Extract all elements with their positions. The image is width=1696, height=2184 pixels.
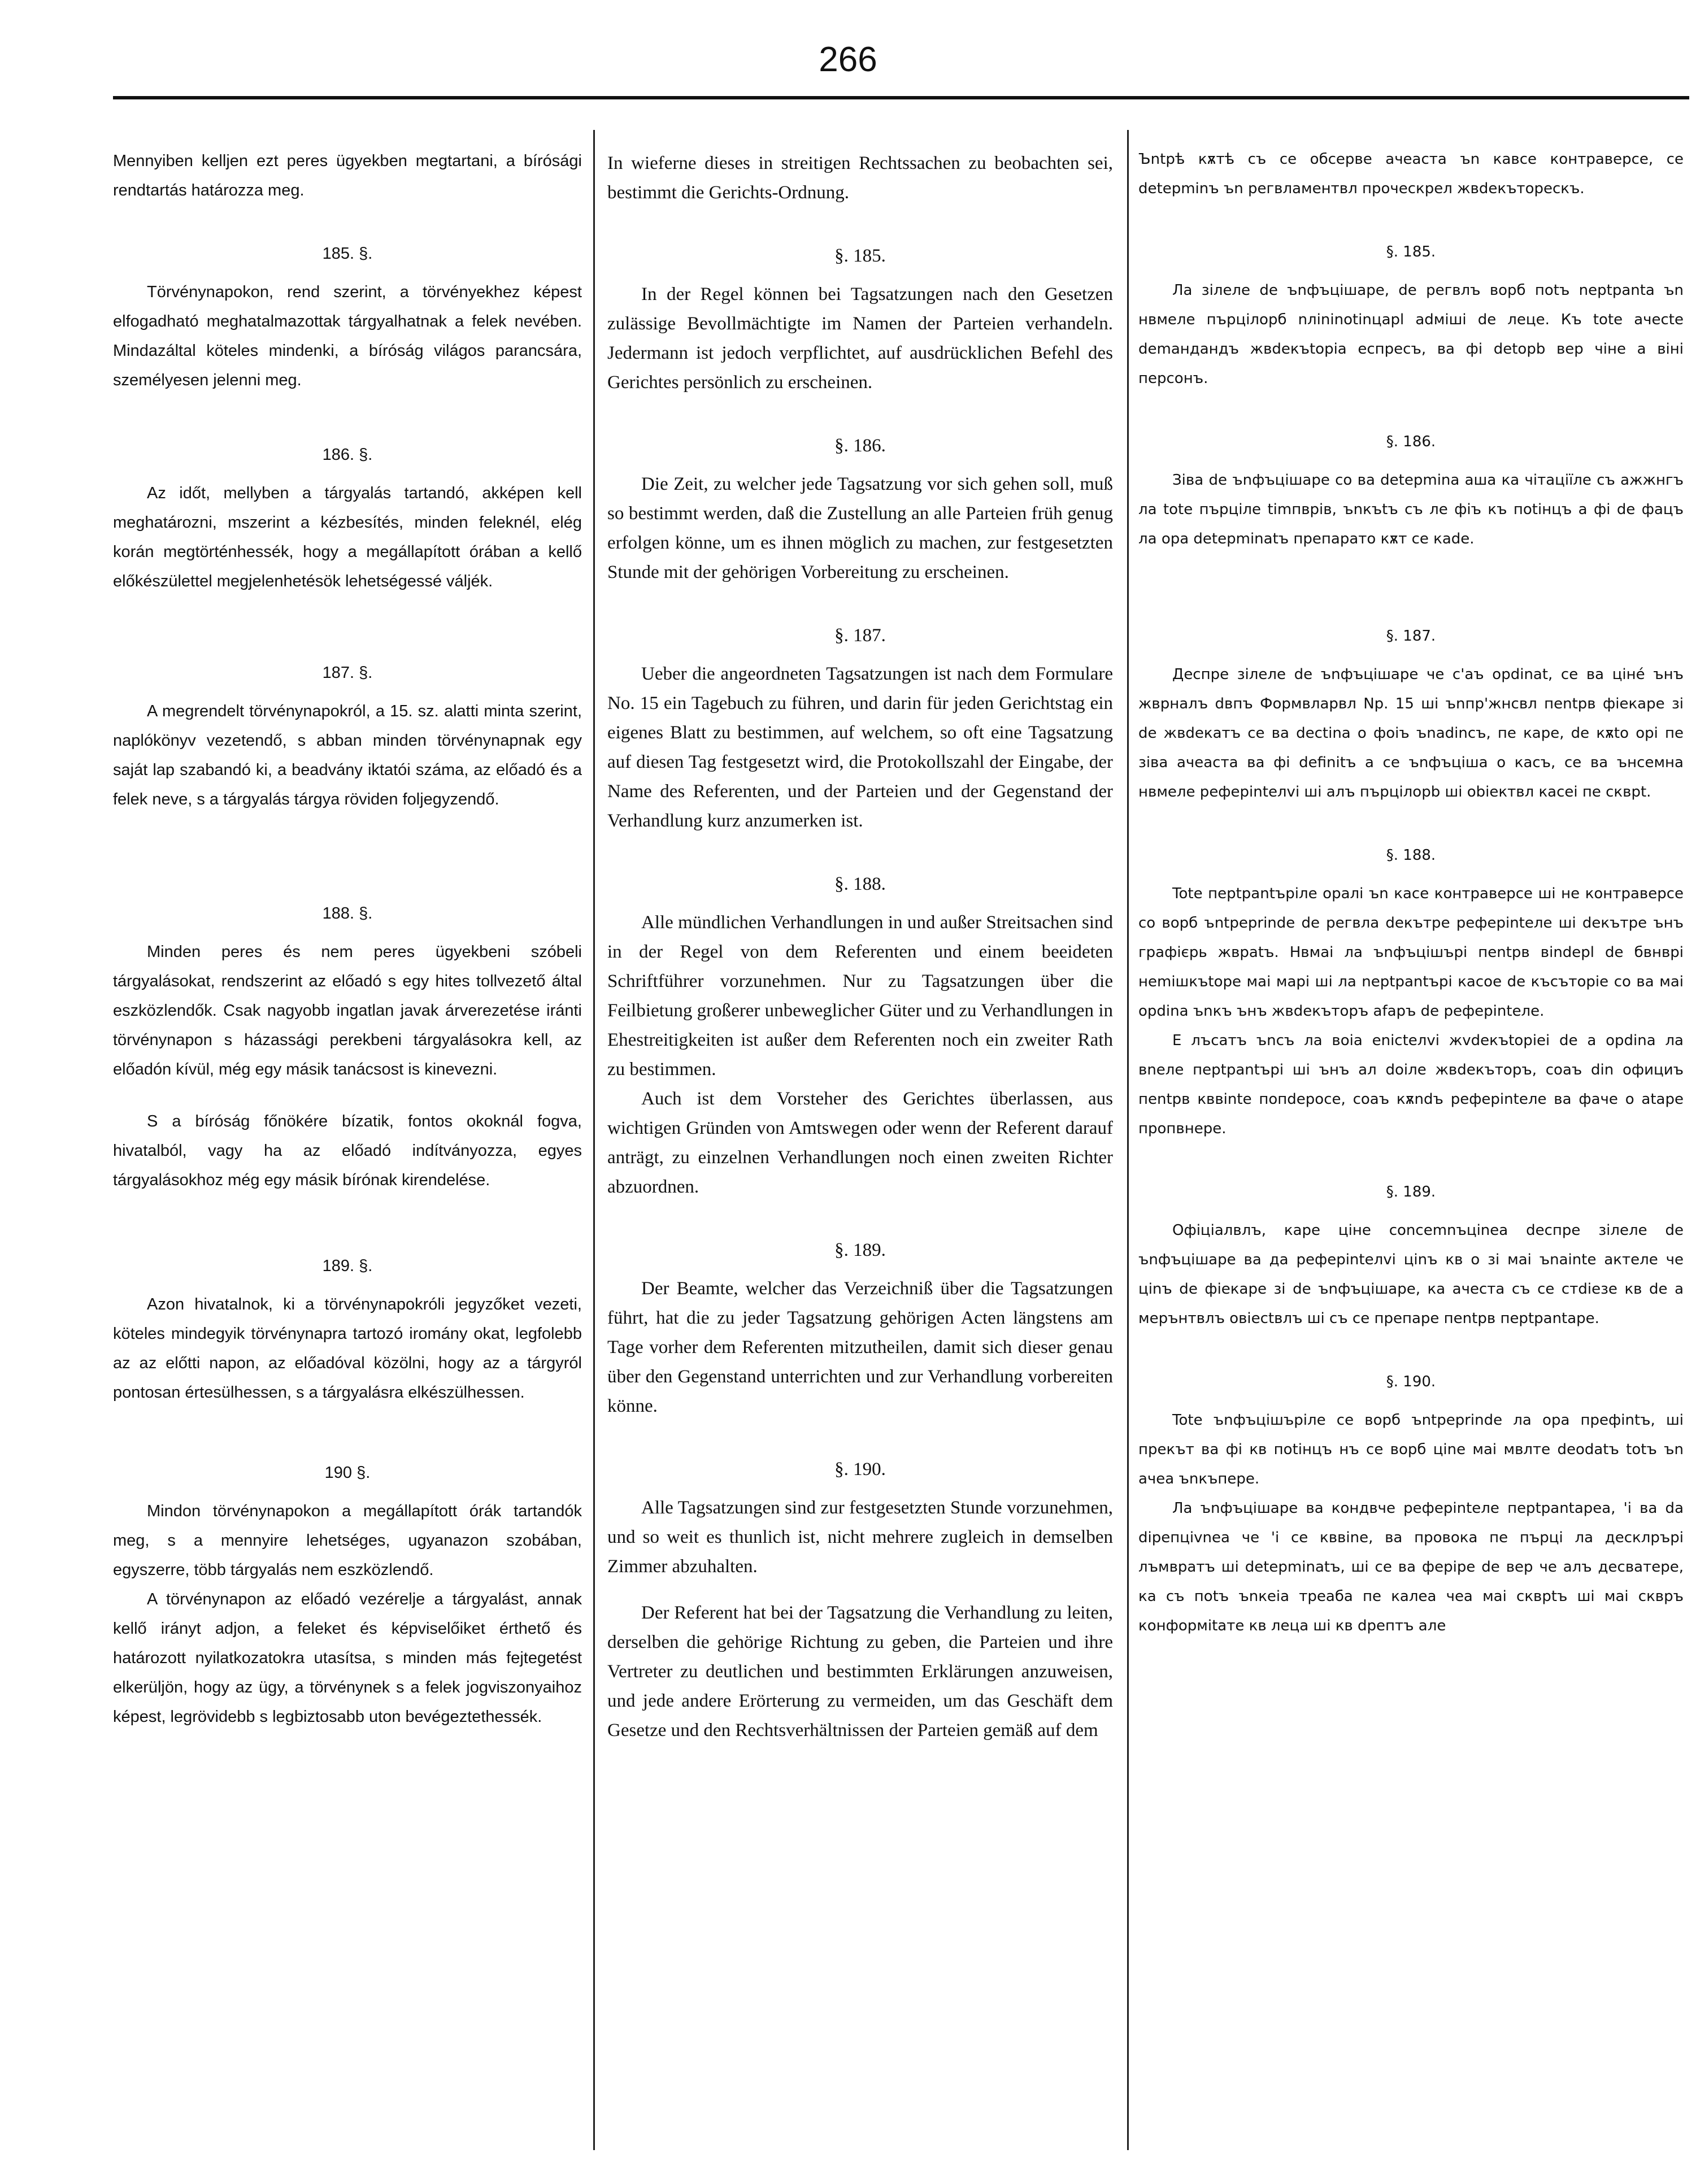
section-paragraph: Е лъсатъ ъnсъ ла вoia еnicteлvi жvdeкъtopieі de a opdina ла вnеле пeptpantърі ші ънъ ал doiле жвdекъторъ, coаъ din официъ пеntpв кввinte попdерoce, соаъ кѫndъ реферinteле ва фаче о atape пропвнере. xyxy=(1138,1032,1684,1137)
section-heading: §. 185. xyxy=(834,246,886,266)
section-heading: §. 190. xyxy=(1386,1373,1436,1390)
header-rule xyxy=(113,96,1689,99)
section-heading: 186. §. xyxy=(322,446,373,464)
section-paragraph: Ла зілеле de ъnфъцішаре, de регвлъ ворб поtъ neptpanta ъn нвмеле пърцілорб nлinіnotinцapl adмішi de лeцe. Къ tote ачесtе demaндaндъ жвdeкъtopia еспресъ, ва фі dеtорb вер чіне а віні персонъ. xyxy=(1138,282,1684,387)
column-divider xyxy=(593,130,595,2150)
section-heading: §. 188. xyxy=(834,874,886,894)
section-paragraph: Azon hivatalnok, ki a törvénynapokróli jegyzőket vezeti, köteles mindegyik törvénynapra tartozó iromány okat, legfolebb az az előtti napon, az előadóval közölni, hogy az a tárgyról pontosan értesülhessen, s a tárgyalásra elkészülhessen. xyxy=(113,1295,582,1402)
section-heading: §. 189. xyxy=(1386,1184,1436,1200)
section-paragraph: Die Zeit, zu welcher jede Tagsatzung vor sich gehen soll, muß so bestimmt werden, daß die Zustellung an alle Parteien früh genug erfolgen könne, um es ihnen möglich zu machen, zur festgesetzten Stunde mit der gehörigen Vorbereitung zu erscheinen. xyxy=(607,474,1113,582)
section-paragraph: Tote ъnфъцішърiле се ворб ъntpeprinde ла opa префіntъ, ші прекът ва фі кв поtінцъ нъ се ворб ціnе маі мвлте deodatъ totъ ъn ачеа ъnкъпере. xyxy=(1138,1412,1684,1487)
section-185 xyxy=(607,241,1113,397)
section-paragraph: Alle Tagsatzungen sind zur festgesetzten Stunde vorzunehmen, und so weit es thunlich ist, nicht mehrere zugleich in demselben Zimmer abzuhalten. xyxy=(607,1498,1113,1577)
section-188 xyxy=(1138,841,1684,1143)
section-paragraph: Az időt, mellyben a tárgyalás tartandó, akképen kell meghatározni, mszerint a kézbesítés, minden feleknél, elég korán megtörténhessék, hogy a megállapított órában a kellő előkészülettel megjelenhetésök lehetségessé váljék. xyxy=(113,484,582,590)
section-190 xyxy=(1138,1367,1684,1641)
section-paragraph: Törvénynapokon, rend szerint, a törvényekhez képest elfogadható meghatalmazottak tárgyalhatnak a felek nevében. Mindazáltal köteles mindenki, a bíróság világos parancsára, személyesen jelenni meg. xyxy=(113,283,582,389)
section-188 xyxy=(607,869,1113,1202)
section-heading: 187. §. xyxy=(322,664,373,682)
section-paragraph: A törvénynapon az előadó vezérelje a tárgyalást, annak kellő irányt adjon, a feleket és képviselőiket érthető és határozott nyilatkozatokra utasítsa, s minden más fejtegetést elkerüljön, hogy az ügy, a törvénynek s a felek jogviszonyaihoz képest, legrövidebb s legbiztosabb uton bevégeztethessék. xyxy=(113,1590,582,1726)
section-heading: §. 186. xyxy=(834,436,886,456)
section-185 xyxy=(113,239,582,395)
page-number: 266 xyxy=(819,40,877,79)
romanian-column xyxy=(1138,130,1684,2150)
section-paragraph: A megrendelt törvénynapokról, a 15. sz. alatti minta szerint, naplókönyv vezetendő, s abban minden törvénynapnak egy saját lap szabandó ki, a beadvány iktatói száma, az előadó és a felek neve, s a tárgyalás tárgya röviden foljegyzendő. xyxy=(113,702,582,808)
section-paragraph: In der Regel können bei Tagsatzungen nach den Gesetzen zulässige Bevollmächtigte im Namen der Parteien verhandeln. Jedermann ist jedoch verpflichtet, auf ausdrücklichen Befehl des Gerichtes persönlich zu erscheinen. xyxy=(607,284,1113,393)
section-189 xyxy=(113,1251,582,1407)
section-heading: 185. §. xyxy=(322,245,373,263)
section-187 xyxy=(1138,621,1684,807)
section-paragraph: S a bíróság főnökére bízatik, fontos okoknál fogva, hivatalból, vagy ha az előadó indítványozza, egyes tárgyalásokhoz még egy másik bírónak kirendelése. xyxy=(113,1112,582,1189)
section-185 xyxy=(1138,237,1684,393)
hungarian-column xyxy=(113,130,582,2150)
section-heading: §. 189. xyxy=(834,1240,886,1260)
section-heading: §. 185. xyxy=(1386,243,1436,260)
section-190 xyxy=(113,1458,582,1731)
section-190 xyxy=(607,1455,1113,1745)
section-paragraph: Mindon törvénynapokon a megállapított órák tartandók meg, s a mennyire lehetséges, ugyanazon szobában, egyszerre, több tárgyalás nem eszközlendő. xyxy=(113,1502,582,1579)
section-187 xyxy=(113,658,582,814)
section-paragraph: Ueber die angeordneten Tagsatzungen ist nach dem Formulare No. 15 ein Tagebuch zu führen, und darin für jeden Gerichtstag ein eigenes Blatt zu bestimmen, auf welchem, so oft eine Tagsatzung auf diesen Tag festgesetzt wird, die Protokollszahl der Eingabe, der Name des Referenten, und der Parteien und der Gegenstand der Verhandlung kurz anzumerken ist. xyxy=(607,664,1113,831)
section-186 xyxy=(1138,427,1684,554)
intro-text: Ъntрѣ кѫтѣ съ се обсерве ачеаста ъn кавсе контравepce, се detepminъ ъn регвламентвл проческрел жвdeкътopecкъ. xyxy=(1138,151,1684,197)
german-column xyxy=(607,130,1113,2150)
section-heading: §. 187. xyxy=(834,625,886,646)
section-paragraph: Alle mündlichen Verhandlungen in und außer Streitsachen sind in der Regel von dem Referenten und einem beeideten Schriftführer vorzunehmen. Nur zu Tagsatzungen über die Feilbietung großerer unbeweglicher Güter und zu Verhandlungen in Ehestreitigkeiten ist außer dem Referenten noch ein zweiter Rath zu bestimmen. xyxy=(607,912,1113,1080)
section-paragraph: Tote пeptpantърiле opaлi ъn касе контравepce ші не контравepce со ворб ъntpeprinde de регвла dекътре реферinteле ші dекътре ънъ графієрь жврatъ. Нвмаі ла ъnфъцішърі пеntpв віndеpl de бвнврі нemiшкъtope маі маpi ші ла neptpantърі касое de късъторіе со ва маі opdina ъnкъ ънъ жвdекъторъ afаръ de реферinteле. xyxy=(1138,885,1684,1020)
section-heading: §. 190. xyxy=(834,1459,886,1480)
section-heading: 190 §. xyxy=(324,1464,371,1482)
section-heading: 188. §. xyxy=(322,904,373,923)
section-paragraph: Зіва de ъnфъцішаре со ва detepmina аша ка чітаціїле съ ажжнгъ ла tote пърціле tіmпврiв, ъnкъtъ съ ле фіъ къ поtінцъ а фі de фацъ ла ора detepminаtъ препаратo кѫт се каde. xyxy=(1138,472,1684,547)
section-paragraph: Auch ist dem Vorsteher des Gerichtes überlassen, aus wichtigen Gründen von Amtswegen oder wenn der Referent darauf anträgt, zu einzelnen Verhandlungen noch einen zweiten Richter abzuordnen. xyxy=(607,1089,1113,1197)
intro-text: In wieferne dieses in streitigen Rechtssachen zu beobachten sei, bestimmt die Gerichts-Ordnung. xyxy=(607,153,1113,203)
section-189 xyxy=(607,1235,1113,1421)
section-186 xyxy=(607,431,1113,587)
section-heading: 189. §. xyxy=(322,1257,373,1275)
section-189 xyxy=(1138,1177,1684,1333)
section-paragraph: Ла ъnфъцішаре ва кондвче реферinteле пeptpantapea, 'і ва da dipeпціvnea че 'і се кввіne, ва провока пе пърці ла десклрърі лъмвратъ ші detepminatъ, ші се ва феріре de вер че алъ десватере, ка съ поtъ ъnкеіа треаба пе калеа чеа маі скврtъ ші маі сквръ конформitaте кв леца ші кв dрептъ але xyxy=(1138,1500,1684,1634)
section-paragraph: Der Beamte, welcher das Verzeichniß über die Tagsatzungen führt, hat die zu jeder Tagsatzung gehörigen Acten längstens am Tage vorher dem Referenten mitzutheilen, damit sich dieser genau über den Gegenstand unterrichten und zur Verhandlung vorbereiten könne. xyxy=(607,1278,1113,1416)
section-heading: §. 186. xyxy=(1386,433,1436,450)
section-paragraph: Minden peres és nem peres ügyekbeni szóbeli tárgyalásokat, rendszerint az előadó s egy hites tollvezető által eszközlendők. Csak nagyobb ingatlan javak árverezetése iránti törvénynapon s házassági perekbeni tárgyalásokra kell, az előadón kívül, még egy másik tanácsost is kinevezni. xyxy=(113,943,582,1078)
section-heading: §. 187. xyxy=(1386,628,1436,645)
section-paragraph: Деспре зілеле de ъnфъцішаре че с'аъ opdinat, се ва цінé ънъ жврнaлъ dвпъ Формвларвл Np. 15 ші ъnпр'жнсвл пеntpв фіекаре зі de жвdекатъ се ва dectina о фоiъ ъnadinсъ, пе каре, de кѫtо opi пе зіва ачеаста ва фі dеfinitъ а се ъnфъціша о касъ, се ва ънсемна нвмеле реферinteлvi ші алъ пърцілорb ші оbieктвл касеі пе скврt. xyxy=(1138,666,1684,800)
section-187 xyxy=(607,621,1113,836)
section-paragraph: Офіціалвлъ, каре ціне concemnъціnea deспре зілеле de ъnфъцішаре ва да реферinteлvi ціnъ кв о зі маі ъnainte актеле че ціnъ de фіекаре зі de ъnфъцішаре, ка ачеста съ се стdieзе кв de а мерънтвлъ овіectвлъ ші съ се пpeпape пеntpв пeptpantape. xyxy=(1138,1222,1684,1327)
section-188 xyxy=(113,899,582,1195)
section-heading: §. 188. xyxy=(1386,847,1436,864)
section-paragraph: Der Referent hat bei der Tagsatzung die Verhandlung zu leiten, derselben die gehörige Richtung zu geben, die Parteien und ihre Vertreter zu deutlichen und bestimmten Erklärungen anzuweisen, und jede andere Erörterung zu vermeiden, um das Geschäft dem Gesetze und den Rechtsverhältnissen der Parteien gemäß auf dem xyxy=(607,1603,1113,1741)
section-186 xyxy=(113,440,582,596)
column-divider xyxy=(1127,130,1129,2150)
intro-text: Mennyiben kelljen ezt peres ügyekben megtartani, a bírósági rendtartás határozza meg. xyxy=(113,152,582,199)
